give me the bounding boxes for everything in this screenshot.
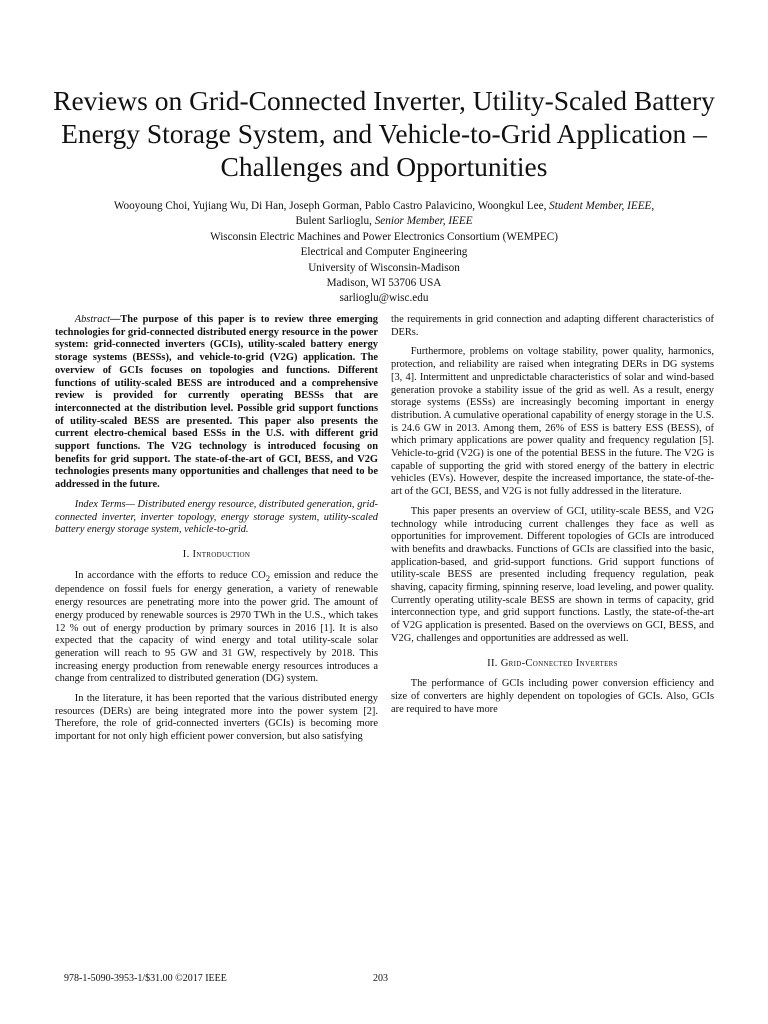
affiliation-university: University of Wisconsin-Madison <box>308 261 460 274</box>
author-line-2 <box>40 214 728 229</box>
abstract-label: Abstract <box>74 314 110 325</box>
right-column <box>391 314 714 723</box>
intro-paragraph-1 <box>55 570 378 686</box>
right-paragraph-1: Furthermore, problems on voltage stability, power quality, harmonics, protection, and reliability are raised when integrating DERs in DG systems [3, 4]. Intermittent and unpredictable characteristics of solar and wind-based generation provoke a stability issue of the grid as well. As a result, energy storage systems (ESSs) are increasingly becoming important in energy distribution. A cumulative operational capability of energy storage in the U.S. is 24.6 GW in 2013. Among them, 26% of ESS is battery ESS (BESS), of which primary applications are power quality and frequency regulation [5]. Vehicle-to-grid (V2G) is one of the potential BESS in the future. The V2G is capable of supporting the grid with stored energy of the battery in electric vehicles (EVs). However, despite the increased importance, the state-of-the-art of the GCI, BESS, and V2G is not fully addressed in the literature. <box>391 346 714 498</box>
gci-paragraph-1: The performance of GCIs including power conversion efficiency and size of converters are highly dependent on topologies of GCIs. Also, GCIs are required to have more <box>391 678 714 715</box>
author-email: sarlioglu@wisc.edu <box>339 292 429 305</box>
senior-member-note: Senior Member, IEEE <box>374 215 473 228</box>
affiliation-city: Madison, WI 53706 USA <box>326 277 442 290</box>
author-block <box>40 199 728 307</box>
copyright-footer: 978-1-5090-3953-1/$31.00 ©2017 IEEE <box>64 973 227 984</box>
right-paragraph-2: This paper presents an overview of GCI, utility-scale BESS, and V2G technology while introducing current challenges they face as well as opportunities for improvement. Different topologies of GCIs are introduced with benefits and drawbacks. Functions of GCIs are classified into the basic, application-based, and grid-support functions. Grid support functions of utility-scale BESS are presented including frequency regulation, peak shaving, capacity firming, spinning reserve, load leveling, and power quality. Currently operating utility-scale BESS are shown in terms of capacity, grid interconnection type, and grid support functions. Lastly, the state-of-the-art of V2G application is presented. Based on the overviews on GCI, BESS, and V2G, challenges and opportunities are addressed as well. <box>391 505 714 644</box>
author-line-1 <box>40 199 728 214</box>
intro-paragraph-2: In the literature, it has been reported that the various distributed energy resources (DERs) are being integrated more into the power system [2]. Therefore, the role of grid-connected inverters (GCIs) is becoming more important for not only high efficient power conversion, but also satisfying <box>55 693 378 743</box>
affiliation-lab: Wisconsin Electric Machines and Power Electronics Consortium (WEMPEC) <box>210 230 558 243</box>
section-heading-introduction: I. Introduction <box>182 548 251 560</box>
author-names: Wooyoung Choi, Yujiang Wu, Di Han, Joseph Gorman, Pablo Castro Palavicino, Woongkul Lee, <box>113 200 550 212</box>
intro-p1-part-a: In accordance with the efforts to reduce CO <box>74 569 266 581</box>
paper-title: Reviews on Grid-Connected Inverter, Utility-Scaled Battery Energy Storage System, and Vehicle-to-Grid Application – Challenges and Opportunities <box>53 85 715 182</box>
index-terms <box>55 499 378 537</box>
page-number: 203 <box>373 973 388 984</box>
left-column <box>55 314 378 751</box>
abstract <box>55 314 378 492</box>
section-heading-gci: II. Grid-Connected Inverters <box>487 657 618 669</box>
senior-author-name: Bulent Sarlioglu, <box>295 215 375 228</box>
abstract-text: —The purpose of this paper is to review three emerging technologies for grid-connected distributed energy resource in the power system: grid-connected inverters (GCIs), utility-scaled battery energy storage systems (BESSs), and vehicle-to-grid (V2G) application. The overview of GCIs focuses on topologies and functions. Different functions of utility-scaled BESS are introduced and a comprehensive review is provided for currently operating BESSs that are interconnected at the distribution level. Possible grid support functions of utility-scaled BESS are presented. This paper also presents the current electro-chemical based ESSs in the U.S. with different grid support functions. The V2G technology is introduced focusing on benefits for grid support. The state-of-the-art of GCI, BESS, and V2G technologies presents many opportunities and challenges that need to be addressed in the future. <box>55 314 378 491</box>
co2-subscript: 2 <box>265 572 271 583</box>
index-terms-label: Index Terms— <box>74 498 135 510</box>
index-terms-text: Distributed energy resource, distributed generation, grid-connected inverter, inverter topology, energy storage system, utility-scaled battery energy storage system, vehicle-to-grid. <box>55 498 378 536</box>
affiliation-dept: Electrical and Computer Engineering <box>300 246 468 259</box>
right-paragraph-continued: the requirements in grid connection and adapting different characteristics of DERs. <box>391 314 714 338</box>
intro-p1-part-b: emission and reduce the dependence on fossil fuels for energy generation, a variety of renewable energy resources are penetrating more into the power grid. The amount of energy produced by renewable sources is 2970 TWh in the U.S., which takes 12 % out of energy production by primary sources in 2016 [1]. It is also expected that the capacity of wind energy and total utility-scale solar generation will reach to 95 GW and 31 GW, respectively by 2018. This increasing energy production from renewable energy resources introduces a change from centralized to distributed generation (DG) system. <box>55 569 378 685</box>
student-member-note: Student Member, IEEE, <box>549 200 655 212</box>
